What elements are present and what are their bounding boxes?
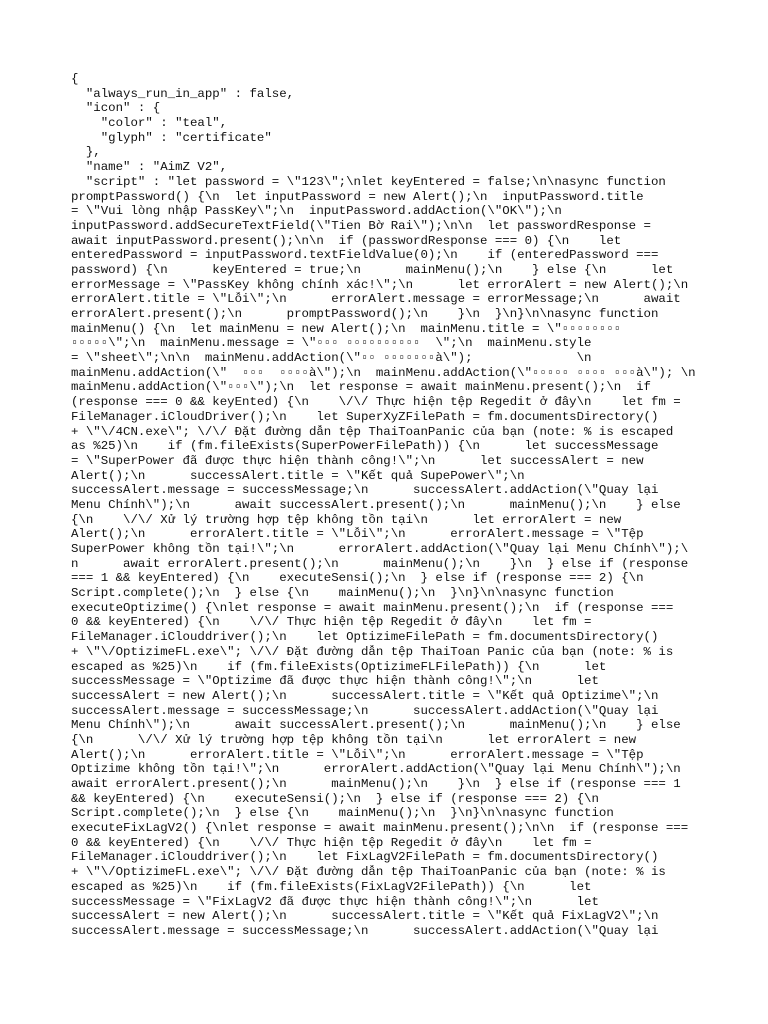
code-line: successAlert = new Alert();\n successAlert.title = \"Kết quả FixLagV2\";\n bbox=[71, 909, 659, 924]
code-line: "icon" : { bbox=[71, 101, 161, 116]
code-line: {\n \/\/ Xử lý trường hợp tệp không tồn tại\n let errorAlert = new bbox=[71, 512, 622, 527]
code-line: Alert();\n errorAlert.title = \"Lỗi\";\n errorAlert.message = \"Tệp bbox=[71, 527, 644, 542]
code-line: password) {\n keyEntered = true;\n mainMenu();\n } else {\n let bbox=[71, 262, 674, 277]
code-line: await errorAlert.present();\n mainMenu();\n }\n } else if (response === 1 bbox=[71, 777, 681, 791]
code-line: { bbox=[71, 72, 79, 86]
code-line: + \"\/OptizimeFL.exe\"; \/\/ Đặt đường dẫn tệp ThaiToanPanic của bạn (note: % is bbox=[71, 865, 666, 880]
code-line: Alert();\n successAlert.title = \"Kết quả SupePower\";\n bbox=[71, 468, 525, 483]
code-line: Menu Chính\");\n await successAlert.present();\n mainMenu();\n } else bbox=[71, 497, 681, 512]
document-page bbox=[71, 72, 711, 939]
code-line: errorAlert.present();\n promptPassword();\n }\n }\n}\n\nasync function bbox=[71, 307, 659, 321]
code-line: 0 && keyEntered) {\n \/\/ Thực hiện tệp Regedit ở đây\n let fm = bbox=[71, 835, 592, 850]
code-line: (response === 0 && keyEnted) {\n \/\/ Thực hiện tệp Regedit ở đây\n let fm = bbox=[71, 395, 681, 410]
code-line: enteredPassword = inputPassword.textFieldValue(0);\n if (enteredPassword === bbox=[71, 248, 659, 263]
code-line: = \"sheet\";\n\n mainMenu.addAction(\"▫▫ ▫▫▫▫▫▫▫à\"); \n bbox=[71, 351, 592, 366]
code-line: "always_run_in_app" : false, bbox=[71, 86, 295, 101]
code-line: promptPassword() {\n let inputPassword = new Alert();\n inputPassword.title bbox=[71, 189, 644, 204]
code-line: 0 && keyEntered) {\n \/\/ Thực hiện tệp Regedit ở đây\n let fm = bbox=[71, 615, 592, 630]
code-line: "name" : "AimZ V2", bbox=[71, 160, 228, 175]
code-line: n await errorAlert.present();\n mainMenu();\n }\n } else if (response bbox=[71, 556, 689, 571]
code-line: executeOptizime() {\nlet response = await mainMenu.present();\n if (response === bbox=[71, 600, 674, 615]
code-line: await inputPassword.present();\n\n if (passwordResponse === 0) {\n let bbox=[71, 233, 622, 248]
code-line: + \"\/OptizimeFL.exe\"; \/\/ Đặt đường dẫn tệp ThaiToan Panic của bạn (note: % is bbox=[71, 644, 674, 659]
code-line: successMessage = \"FixLagV2 đã được thực hiện thành công!\";\n let bbox=[71, 894, 599, 909]
code-line: Menu Chính\");\n await successAlert.present();\n mainMenu();\n } else bbox=[71, 718, 681, 733]
code-line: Script.complete();\n } else {\n mainMenu();\n }\n}\n\nasync function bbox=[71, 806, 614, 821]
code-line: successMessage = \"Optizime đã được thực hiện thành công!\";\n let bbox=[71, 674, 599, 689]
code-line: escaped as %25)\n if (fm.fileExists(OptizimeFLFilePath)) {\n let bbox=[71, 659, 607, 674]
code-line: {\n \/\/ Xử lý trường hợp tệp không tồn tại\n let errorAlert = new bbox=[71, 732, 637, 747]
code-line: successAlert.message = successMessage;\n successAlert.addAction(\"Quay lại bbox=[71, 703, 659, 718]
code-line: ▫▫▫▫▫\";\n mainMenu.message = \"▫▫▫ ▫▫▫▫▫▫▫▫▫▫ \";\n mainMenu.style bbox=[71, 336, 592, 351]
code-line: && keyEntered) {\n executeSensi();\n } else if (response === 2) {\n bbox=[71, 791, 599, 806]
code-line: errorMessage = \"PassKey không chính xác!\";\n let errorAlert = new Alert();\n bbox=[71, 277, 689, 292]
code-line: FileManager.iClouddriver();\n let OptizimeFilePath = fm.documentsDirectory() bbox=[71, 630, 659, 645]
code-line: Optizime không tồn tại!\";\n errorAlert.addAction(\"Quay lại Menu Chính\");\n bbox=[71, 762, 681, 777]
code-line: mainMenu() {\n let mainMenu = new Alert();\n mainMenu.title = \"▫▫▫▫▫▫▫▫ bbox=[71, 321, 622, 336]
code-line: errorAlert.title = \"Lỗi\";\n errorAlert.message = errorMessage;\n await bbox=[71, 292, 681, 307]
code-line: FileManager.iClouddriver();\n let FixLagV2FilePath = fm.documentsDirectory() bbox=[71, 850, 659, 865]
code-line: }, bbox=[71, 145, 101, 160]
code-line: Alert();\n errorAlert.title = \"Lỗi\";\n errorAlert.message = \"Tệp bbox=[71, 747, 644, 762]
code-line: executeFixLagV2() {\nlet response = await mainMenu.present();\n\n if (response === bbox=[71, 821, 689, 836]
code-line: as %25)\n if (fm.fileExists(SuperPowerFilePath)) {\n let successMessage bbox=[71, 439, 659, 454]
code-line: "color" : "teal", bbox=[71, 116, 228, 131]
code-line: escaped as %25)\n if (fm.fileExists(FixLagV2FilePath)) {\n let bbox=[71, 879, 592, 894]
code-line: successAlert = new Alert();\n successAlert.title = \"Kết quả Optizime\";\n bbox=[71, 688, 659, 703]
code-line: successAlert.message = successMessage;\n successAlert.addAction(\"Quay lại bbox=[71, 483, 659, 498]
code-line: = \"Vui lòng nhập PassKey\";\n inputPassword.addAction(\"OK\");\n bbox=[71, 204, 562, 219]
code-line: successAlert.message = successMessage;\n successAlert.addAction(\"Quay lại bbox=[71, 923, 659, 938]
code-line: === 1 && keyEntered) {\n executeSensi();\n } else if (response === 2) {\n bbox=[71, 571, 644, 586]
code-line: inputPassword.addSecureTextField(\"Tien Bờ Rai\");\n\n let passwordResponse = bbox=[71, 218, 651, 233]
code-line: + \"\/4CN.exe\"; \/\/ Đặt đường dẫn tệp ThaiToanPanic của bạn (note: % is escaped bbox=[71, 424, 674, 439]
code-line: mainMenu.addAction(\" ▫▫▫ ▫▫▫▫à\");\n mainMenu.addAction(\"▫▫▫▫▫ ▫▫▫▫ ▫▫▫à\"); \n bbox=[71, 365, 696, 380]
code-line: Script.complete();\n } else {\n mainMenu();\n }\n}\n\nasync function bbox=[71, 586, 614, 601]
code-line: = \"SuperPower đã được thực hiện thành công!\";\n let successAlert = new bbox=[71, 453, 644, 468]
code-line: "glyph" : "certificate" bbox=[71, 130, 272, 145]
code-line: FileManager.iCloudDriver();\n let SuperXyZFilePath = fm.documentsDirectory() bbox=[71, 409, 659, 424]
code-line: "script" : "let password = \"123\";\nlet keyEntered = false;\n\nasync function bbox=[71, 174, 666, 189]
code-line: SuperPower không tồn tại!\";\n errorAlert.addAction(\"Quay lại Menu Chính\");\ bbox=[71, 542, 689, 556]
code-line: mainMenu.addAction(\"▫▫▫\");\n let response = await mainMenu.present();\n if bbox=[71, 380, 651, 395]
